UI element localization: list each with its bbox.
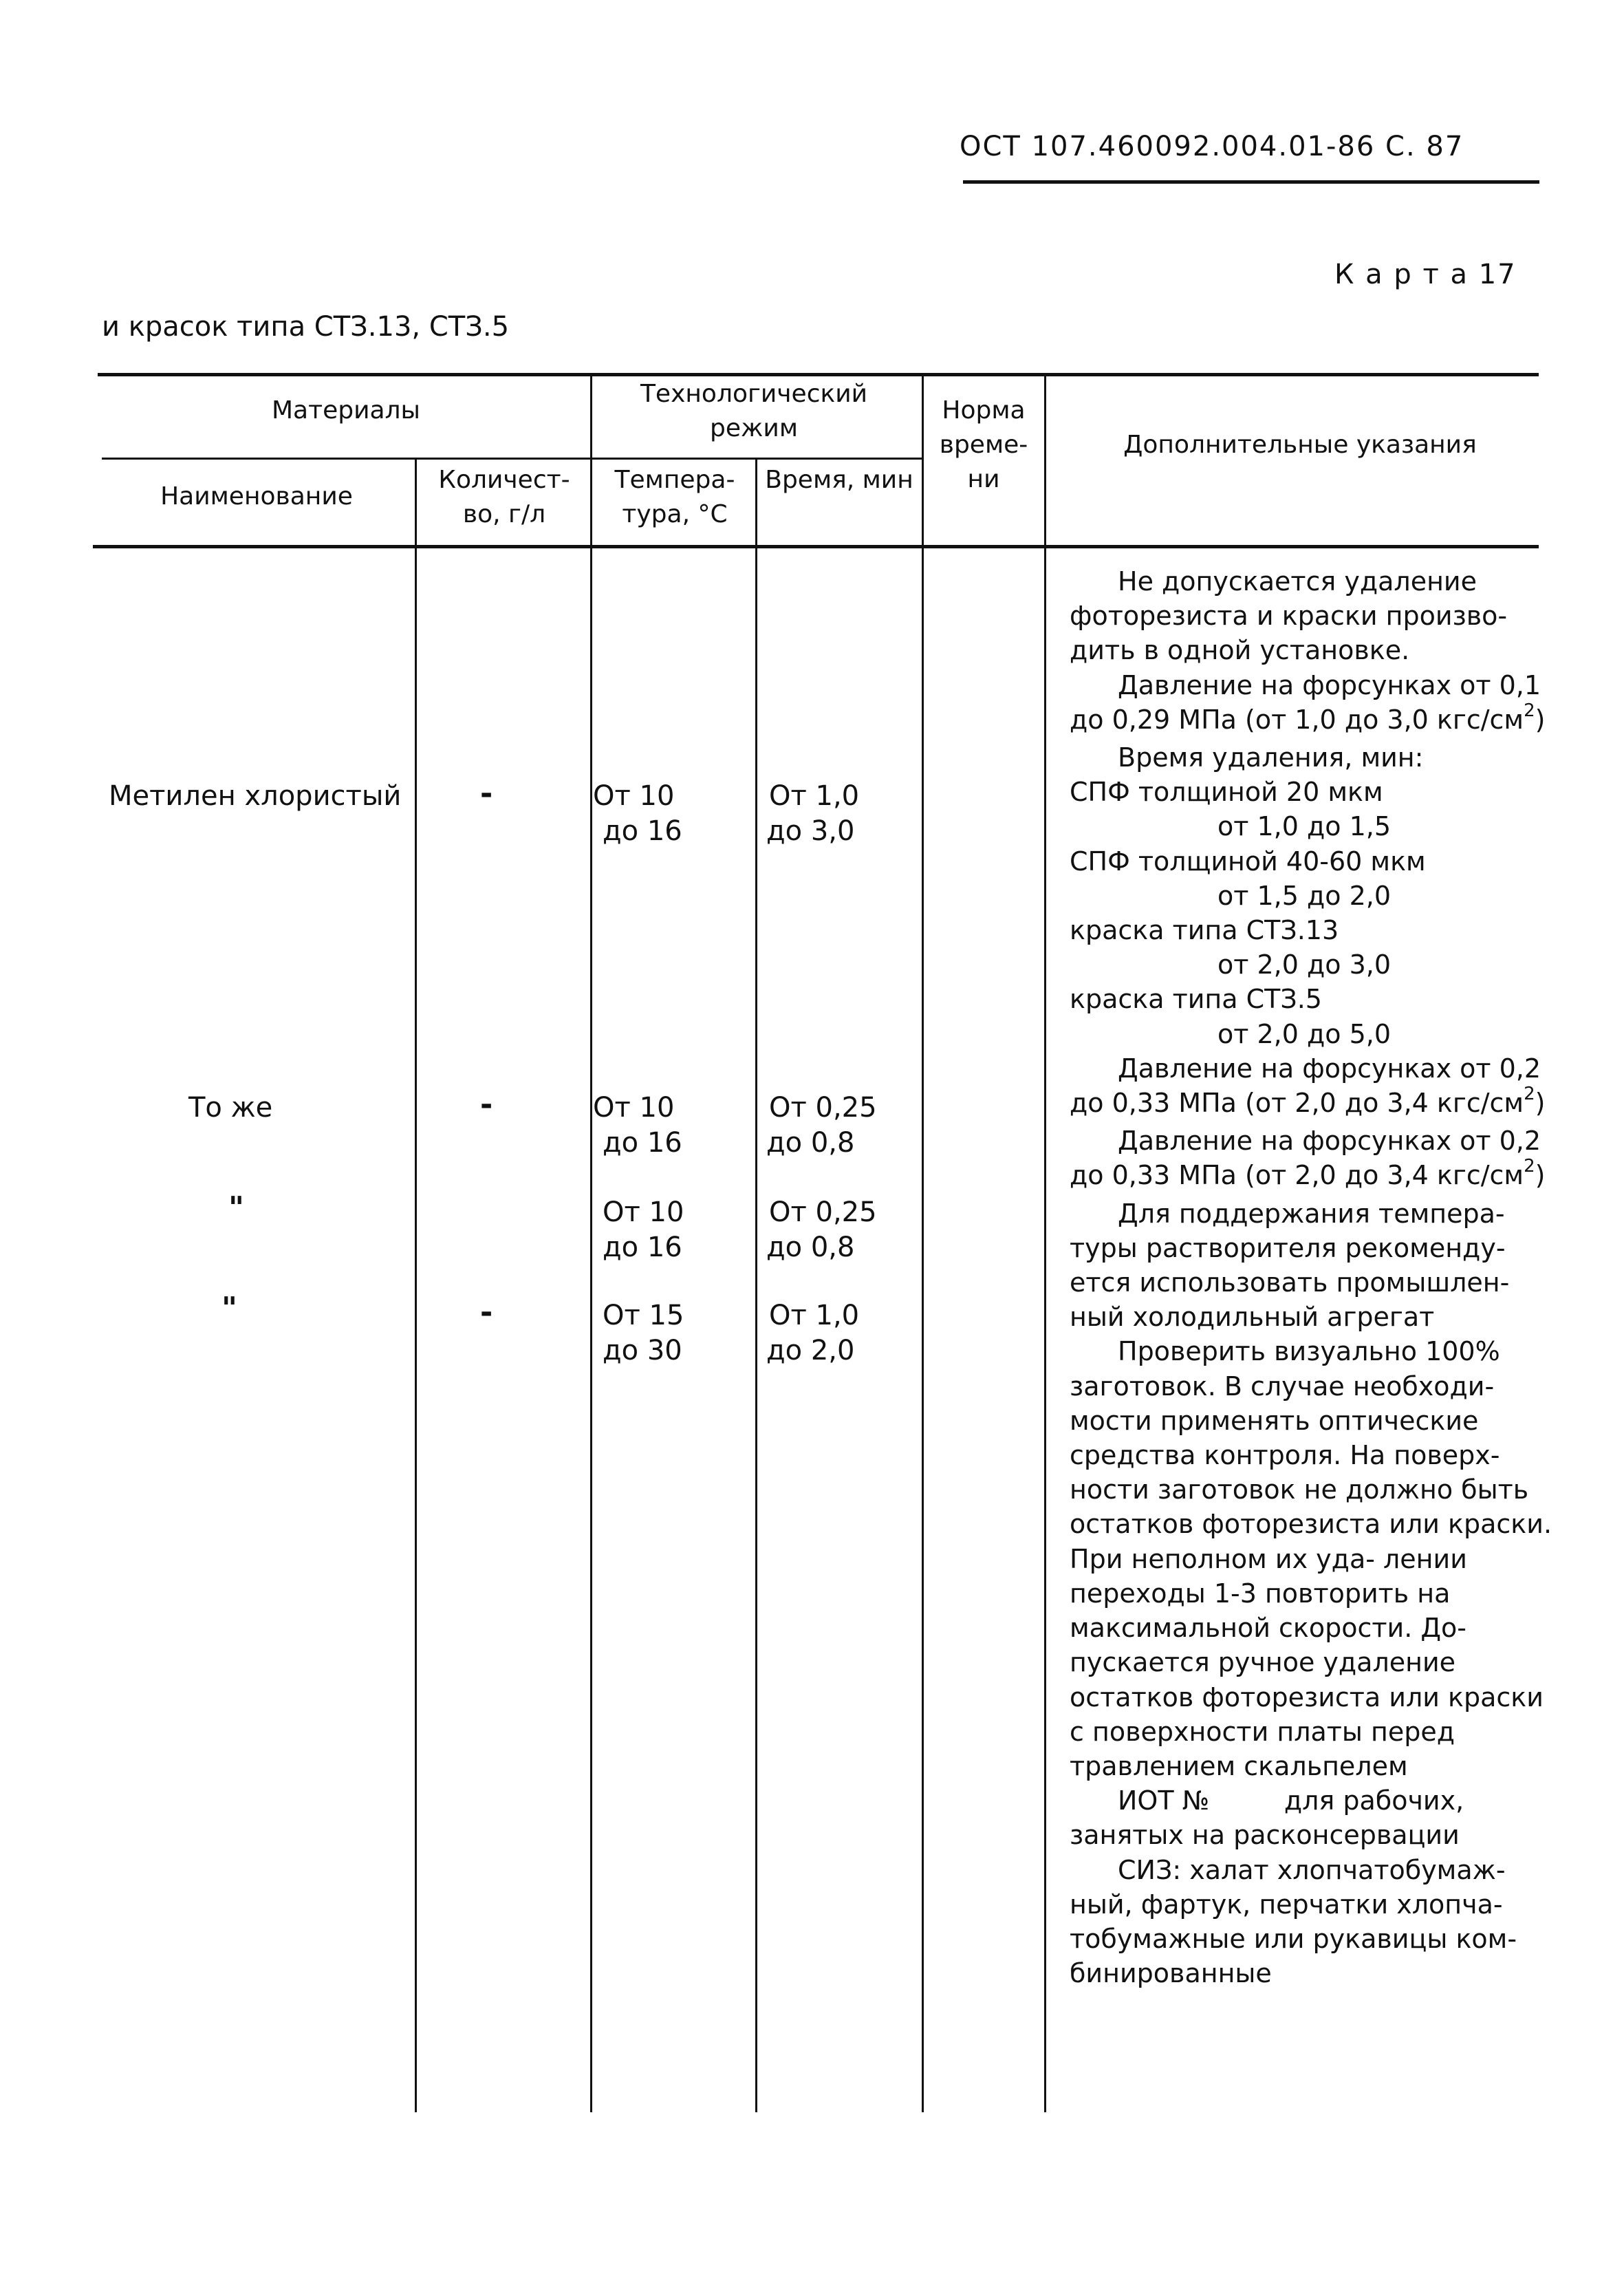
note-paragraph — [1070, 1124, 1565, 1196]
column-divider — [1044, 373, 1046, 2112]
note-text: Давление на форсунках от 0,2 до 0,33 МПа (от 2,0 до 3,4 кгс/см — [1070, 1053, 1541, 1119]
row-quantity: - — [480, 1295, 493, 1330]
note-text: ) — [1535, 1088, 1546, 1119]
row-temperature-to: до 16 — [603, 815, 682, 847]
card-number: К а р т а 17 — [1334, 259, 1517, 290]
row-time-from: От 0,25 — [769, 1196, 877, 1228]
subheader-rule — [102, 458, 924, 460]
row-temperature-to: до 16 — [603, 1232, 682, 1263]
row-name: " — [221, 1291, 237, 1326]
note-line: от 2,0 до 3,0 — [1217, 949, 1392, 980]
table-top-rule — [98, 373, 1539, 376]
note-paragraph — [1070, 668, 1565, 740]
header-name: Наименование — [160, 482, 353, 511]
header-bottom-rule — [93, 545, 1539, 548]
note-line: от 1,0 до 1,5 — [1217, 811, 1392, 842]
note-paragraph: СИЗ: халат хлопчатобумаж- ный, фартук, перчатки хлопча- тобумажные или рукавицы ком- бинированные — [1070, 1854, 1517, 1989]
note-line: от 2,0 до 5,0 — [1217, 1018, 1392, 1049]
note-text: ) — [1535, 704, 1546, 735]
row-quantity: - — [480, 1087, 493, 1122]
superscript: 2 — [1524, 1156, 1535, 1177]
table-subtitle: и красок типа СТЗ.13, СТЗ.5 — [102, 311, 510, 343]
row-temperature-from: От 15 — [603, 1300, 684, 1331]
header-temperature: Темпера- тура, °С — [614, 466, 735, 528]
row-name: Метилен хлористый — [109, 780, 402, 812]
column-divider — [922, 373, 924, 2112]
row-time-to: до 2,0 — [766, 1335, 855, 1366]
note-paragraph: Для поддержания темпера- туры растворителя рекоменду- ется использовать промышлен- ный холодильный агрегат — [1070, 1198, 1510, 1333]
column-divider — [590, 373, 592, 2112]
row-time-to: до 0,8 — [766, 1232, 855, 1263]
note-text: Давление на форсунках от 0,2 до 0,33 МПа (от 2,0 до 3,4 кгс/см — [1070, 1126, 1541, 1191]
header-materials: Материалы — [272, 396, 420, 425]
note-text: Давление на форсунках от 0,1 до 0,29 МПа (от 1,0 до 3,0 кгс/см — [1070, 669, 1541, 735]
superscript: 2 — [1524, 700, 1535, 721]
row-temperature-to: до 16 — [603, 1127, 682, 1159]
document-code: ОСТ 107.460092.004.01-86 С. 87 — [960, 131, 1464, 162]
note-line: от 1,5 до 2,0 — [1217, 880, 1392, 911]
row-name: То же — [188, 1092, 273, 1124]
note-paragraph: Время удаления, мин: — [1118, 742, 1424, 773]
row-time-from: От 1,0 — [769, 780, 860, 812]
row-time-to: до 0,8 — [766, 1127, 855, 1159]
row-time-from: От 1,0 — [769, 1300, 860, 1331]
row-temperature-from: От 10 — [603, 1196, 684, 1228]
column-divider — [755, 458, 757, 2112]
superscript: 2 — [1524, 1084, 1535, 1105]
header-quantity: Количест- во, г/л — [438, 466, 570, 528]
note-text: ) — [1535, 1160, 1546, 1191]
note-line: краска типа СТЗ.13 — [1070, 915, 1339, 946]
note-paragraph: Проверить визуально 100% заготовок. В случае необходи- мости применять оптические средства контроля. На поверх- ности заготовок не должно быть остатков фоторезиста или краски. При неполном их уда- лении переходы 1-3 повторить на максимальной скорости. До- пускается ручное удаление остатков фоторезиста или краски с поверхности платы перед травлением скальпелем — [1070, 1336, 1552, 1781]
row-name: " — [228, 1190, 244, 1225]
note-paragraph — [1070, 1051, 1565, 1124]
header-tech-mode: Технологический режим — [640, 380, 868, 442]
note-line: краска типа СТЗ.5 — [1070, 984, 1322, 1015]
row-quantity: - — [480, 776, 493, 811]
column-divider — [415, 458, 417, 2112]
note-paragraph: Не допускается удаление фоторезиста и краски произво- дить в одной установке. — [1070, 566, 1508, 666]
note-line: СПФ толщиной 20 мкм — [1070, 777, 1383, 808]
header-norm-time: Норма време- ни — [939, 396, 1028, 493]
note-line: СПФ толщиной 40-60 мкм — [1070, 846, 1426, 877]
note-paragraph: ИОТ № для рабочих, занятых на расконсервации — [1070, 1785, 1473, 1851]
row-time-from: От 0,25 — [769, 1092, 877, 1124]
row-temperature-to: до 30 — [603, 1335, 682, 1366]
additional-instructions — [1070, 564, 1565, 1990]
header-rule — [963, 180, 1539, 184]
header-extra: Дополнительные указания — [1123, 431, 1477, 459]
row-temperature-from: От 10 — [593, 780, 675, 812]
row-time-to: до 3,0 — [766, 815, 855, 847]
header-time: Время, мин — [765, 466, 913, 494]
row-temperature-from: От 10 — [593, 1092, 675, 1124]
